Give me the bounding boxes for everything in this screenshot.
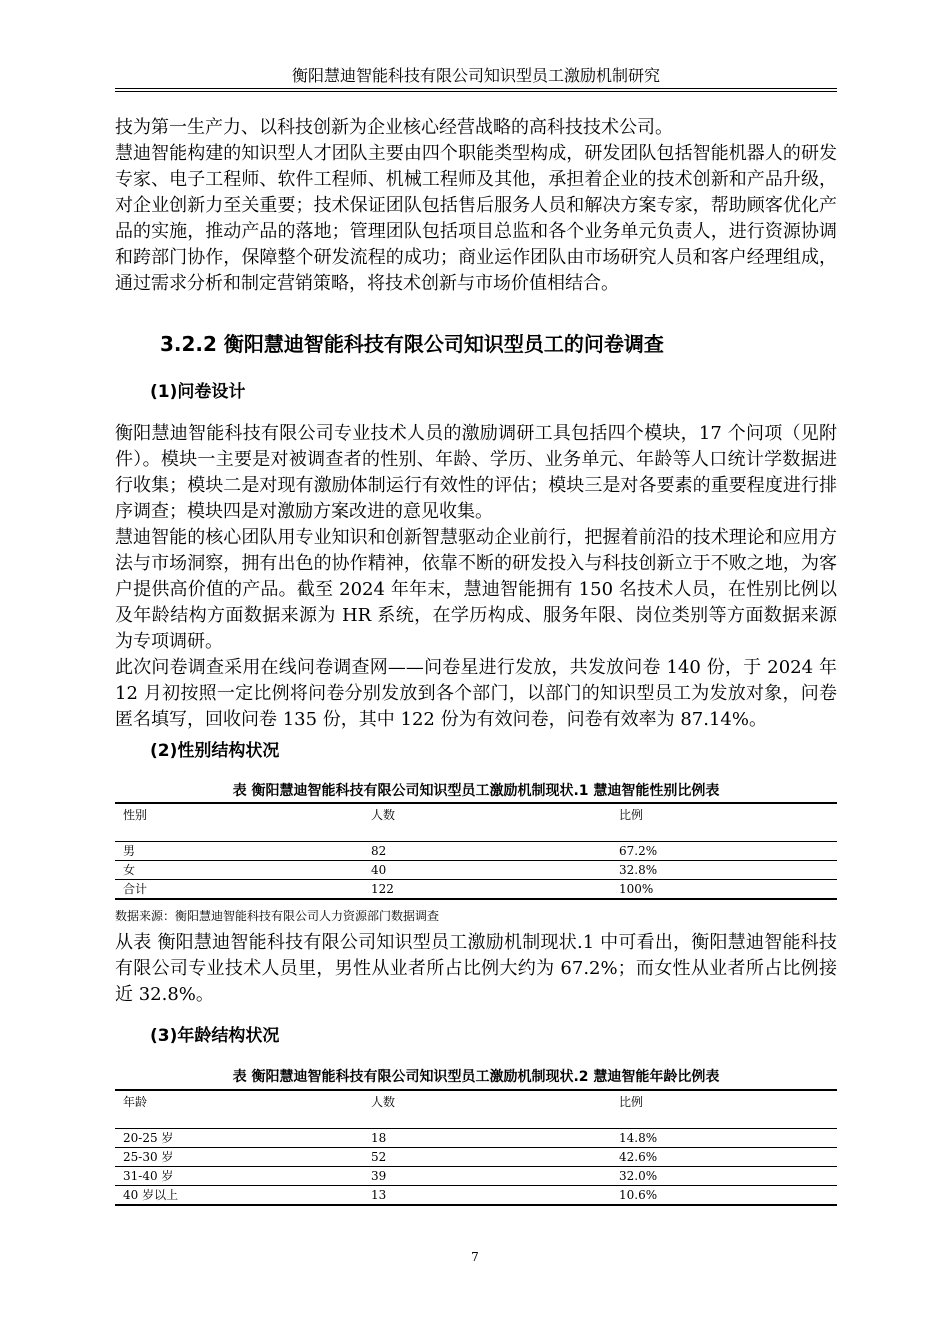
table-cell: 40 bbox=[363, 860, 611, 879]
table-cell: 32.8% bbox=[611, 860, 837, 879]
subsection-heading-questionnaire: (1)问卷设计 bbox=[150, 382, 246, 402]
questionnaire-text bbox=[115, 421, 837, 733]
intro-text bbox=[115, 115, 837, 297]
table-header-row bbox=[115, 1090, 837, 1128]
table-cell: 14.8% bbox=[611, 1128, 837, 1147]
gender-analysis bbox=[115, 930, 837, 1008]
table-cell: 32.0% bbox=[611, 1166, 837, 1185]
table-cell: 20-25 岁 bbox=[115, 1128, 363, 1147]
table-cell: 100% bbox=[611, 879, 837, 899]
table-header-row bbox=[115, 803, 837, 841]
paragraph: 衡阳慧迪智能科技有限公司专业技术人员的激励调研工具包括四个模块，17 个问项（见附件）。模块一主要是对被调查者的性别、年龄、学历、业务单元、年龄等人口统计学数据进行收集；模块二是对现有激励体制运行有效性的评估；模块三是对各要素的重要程度进行排序调查；模块四是对激励方案改进的意见收集。 bbox=[115, 423, 837, 522]
column-header: 性别 bbox=[115, 803, 363, 841]
table-row bbox=[115, 879, 837, 899]
table-cell: 82 bbox=[363, 841, 611, 860]
table-cell: 39 bbox=[363, 1166, 611, 1185]
paragraph: 慧迪智能的核心团队用专业知识和创新智慧驱动企业前行，把握着前沿的技术理论和应用方法与市场洞察，拥有出色的协作精神，依靠不断的研发投入与科技创新立于不败之地，为客户提供高价值的产品。截至 2024 年年末，慧迪智能拥有 150 名技术人员，在性别比例以及年龄结构方面数据来源为 HR 系统，在学历构成、服务年限、岗位类别等方面数据来源为专项调研。 bbox=[115, 527, 837, 652]
header-rule-secondary bbox=[115, 91, 837, 92]
table-caption-age: 表 衡阳慧迪智能科技有限公司知识型员工激励机制现状.2 慧迪智能年龄比例表 bbox=[232, 1069, 720, 1085]
table-cell: 42.6% bbox=[611, 1147, 837, 1166]
table-row bbox=[115, 1166, 837, 1185]
table-cell: 67.2% bbox=[611, 841, 837, 860]
table-cell: 40 岁以上 bbox=[115, 1185, 363, 1205]
table-row bbox=[115, 1147, 837, 1166]
gender-table bbox=[115, 802, 837, 900]
column-header: 比例 bbox=[611, 803, 837, 841]
section-heading: 3.2.2 衡阳慧迪智能科技有限公司知识型员工的问卷调查 bbox=[160, 332, 664, 356]
table-cell: 122 bbox=[363, 879, 611, 899]
subsection-heading-gender: (2)性别结构状况 bbox=[150, 741, 280, 761]
paragraph: 慧迪智能构建的知识型人才团队主要由四个职能类型构成，研发团队包括智能机器人的研发专家、电子工程师、软件工程师、机械工程师及其他，承担着企业的技术创新和产品升级，对企业创新力至关重要；技术保证团队包括售后服务人员和解决方案专家，帮助顾客优化产品的实施，推动产品的落地；管理团队包括项目总监和各个业务单元负责人，进行资源协调和跨部门协作，保障整个研发流程的成功；商业运作团队由市场研究人员和客户经理组成，通过需求分析和制定营销策略，将技术创新与市场价值相结合。 bbox=[115, 143, 837, 294]
table-cell: 31-40 岁 bbox=[115, 1166, 363, 1185]
paragraph: 技为第一生产力、以科技创新为企业核心经营战略的高科技技术公司。 bbox=[115, 117, 673, 138]
table-cell: 25-30 岁 bbox=[115, 1147, 363, 1166]
header-rule bbox=[115, 88, 837, 89]
table-cell: 52 bbox=[363, 1147, 611, 1166]
table-cell: 合计 bbox=[115, 879, 363, 899]
table-caption-gender: 表 衡阳慧迪智能科技有限公司知识型员工激励机制现状.1 慧迪智能性别比例表 bbox=[232, 783, 720, 799]
paragraph: 从表 衡阳慧迪智能科技有限公司知识型员工激励机制现状.1 中可看出，衡阳慧迪智能科技有限公司专业技术人员里，男性从业者所占比例大约为 67.2%；而女性从业者所占比例接近 32.8%。 bbox=[115, 932, 837, 1005]
table-row bbox=[115, 1128, 837, 1147]
age-table bbox=[115, 1089, 837, 1206]
table-cell: 18 bbox=[363, 1128, 611, 1147]
paragraph: 此次问卷调查采用在线问卷调查网——问卷星进行发放，共发放问卷 140 份，于 2024 年 12 月初按照一定比例将问卷分别发放到各个部门，以部门的知识型员工为发放对象，问卷匿名填写，回收问卷 135 份，其中 122 份为有效问卷，问卷有效率为 87.14%。 bbox=[115, 657, 837, 730]
column-header: 年龄 bbox=[115, 1090, 363, 1128]
page-header: 衡阳慧迪智能科技有限公司知识型员工激励机制研究 bbox=[291, 66, 660, 85]
table-row bbox=[115, 860, 837, 879]
table-cell: 10.6% bbox=[611, 1185, 837, 1205]
table-cell: 女 bbox=[115, 860, 363, 879]
table-row bbox=[115, 1185, 837, 1205]
table-cell: 13 bbox=[363, 1185, 611, 1205]
subsection-heading-age: (3)年龄结构状况 bbox=[150, 1026, 280, 1046]
table-row bbox=[115, 841, 837, 860]
column-header: 人数 bbox=[363, 803, 611, 841]
page-number: 7 bbox=[471, 1250, 479, 1264]
column-header: 人数 bbox=[363, 1090, 611, 1128]
source-note: 数据来源：衡阳慧迪智能科技有限公司人力资源部门数据调查 bbox=[115, 909, 440, 923]
column-header: 比例 bbox=[611, 1090, 837, 1128]
table-cell: 男 bbox=[115, 841, 363, 860]
